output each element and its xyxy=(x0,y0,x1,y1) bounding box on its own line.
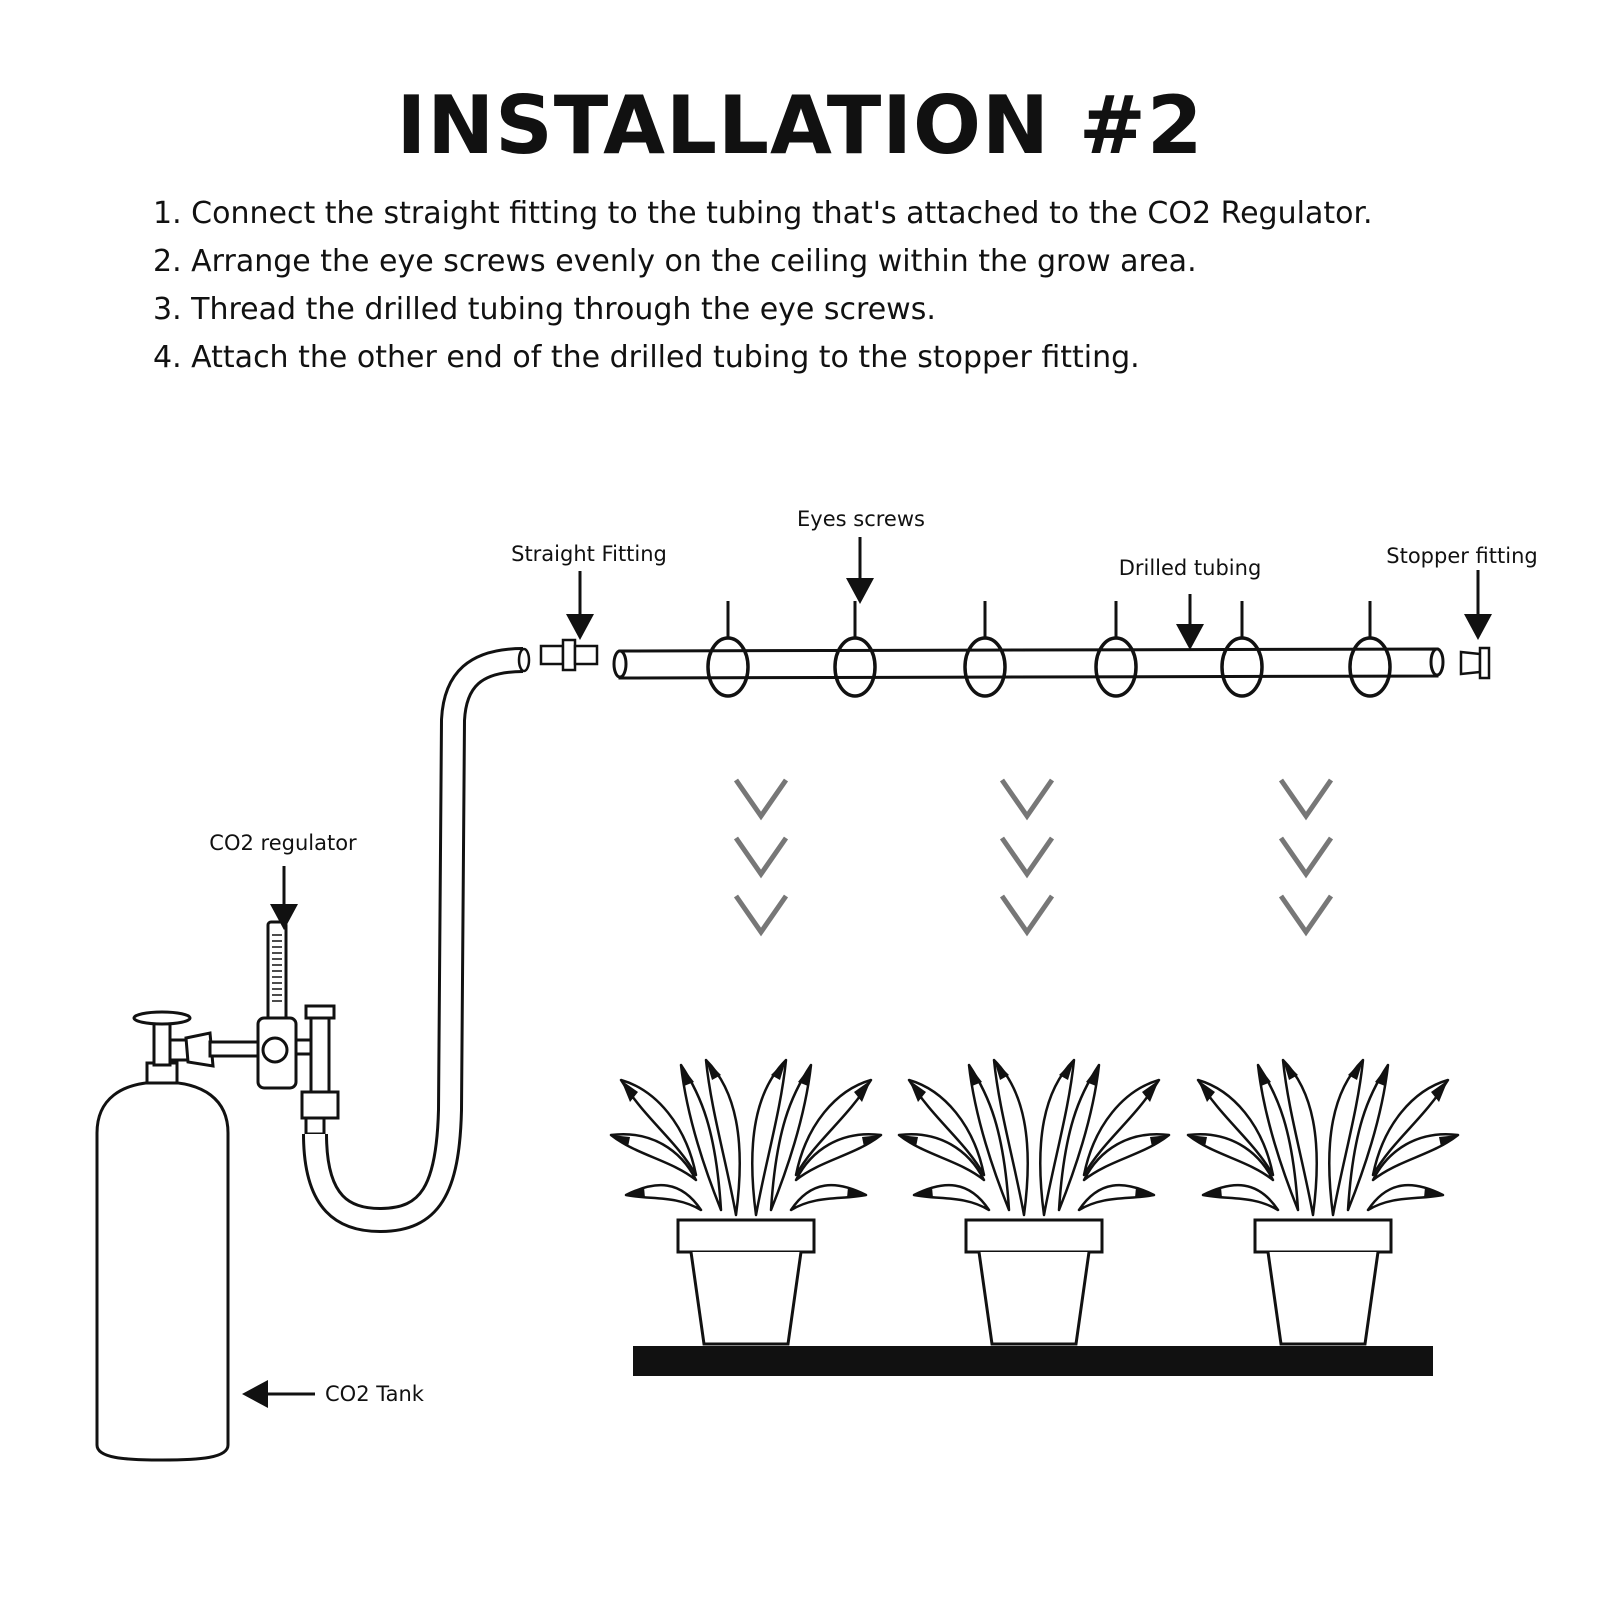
chevron-down-icon xyxy=(736,896,786,932)
chevron-down-icon xyxy=(1002,838,1052,874)
chevron-down-icon xyxy=(1281,896,1331,932)
chevron-down-icon xyxy=(1002,896,1052,932)
straight-fitting-label: Straight Fitting xyxy=(511,542,667,566)
down-arrow-icon xyxy=(566,571,594,640)
shelf xyxy=(633,1346,1433,1376)
potted-plant-icon xyxy=(899,1060,1169,1344)
stopper-fitting-icon xyxy=(1461,648,1489,678)
down-arrow-icon xyxy=(270,866,298,930)
plants xyxy=(611,1060,1458,1344)
chevron-down-icon xyxy=(1281,780,1331,816)
instruction-step: 3. Thread the drilled tubing through the eye screws. xyxy=(153,292,936,327)
chevron-down-icon xyxy=(1002,780,1052,816)
eye-screw-icon xyxy=(965,601,1005,696)
straight-fitting-icon xyxy=(541,640,597,670)
drilled-tubing-label: Drilled tubing xyxy=(1118,556,1262,580)
potted-plant-icon xyxy=(611,1060,881,1344)
left-arrow-icon xyxy=(242,1380,315,1408)
chevron-down-icon xyxy=(1281,838,1331,874)
down-arrow-icon xyxy=(1176,594,1204,650)
instruction-step: 1. Connect the straight fitting to the tubing that's attached to the CO2 Regulator. xyxy=(153,196,1373,231)
down-arrow-icon xyxy=(846,537,874,604)
drilled-tubing xyxy=(614,649,1443,678)
eye-screws-label: Eyes screws xyxy=(797,507,925,531)
stopper-fitting-label: Stopper fitting xyxy=(1386,544,1538,568)
co2-regulator-label: CO2 regulator xyxy=(209,831,357,855)
co2-tank-label: CO2 Tank xyxy=(325,1382,424,1406)
chevron-down-icon xyxy=(736,838,786,874)
eye-screw-icon xyxy=(708,601,748,696)
down-arrow-icon xyxy=(1464,570,1492,640)
page-title: INSTALLATION #2 xyxy=(396,79,1204,172)
potted-plant-icon xyxy=(1188,1060,1458,1344)
chevron-columns xyxy=(736,780,1331,932)
chevron-down-icon xyxy=(736,780,786,816)
instruction-step: 4. Attach the other end of the drilled tubing to the stopper fitting. xyxy=(153,340,1140,375)
instruction-step: 2. Arrange the eye screws evenly on the ceiling within the grow area. xyxy=(153,244,1197,279)
co2-tank-icon xyxy=(97,1012,228,1460)
supply-tubing xyxy=(315,649,529,1220)
eye-screw-icon xyxy=(835,601,875,696)
